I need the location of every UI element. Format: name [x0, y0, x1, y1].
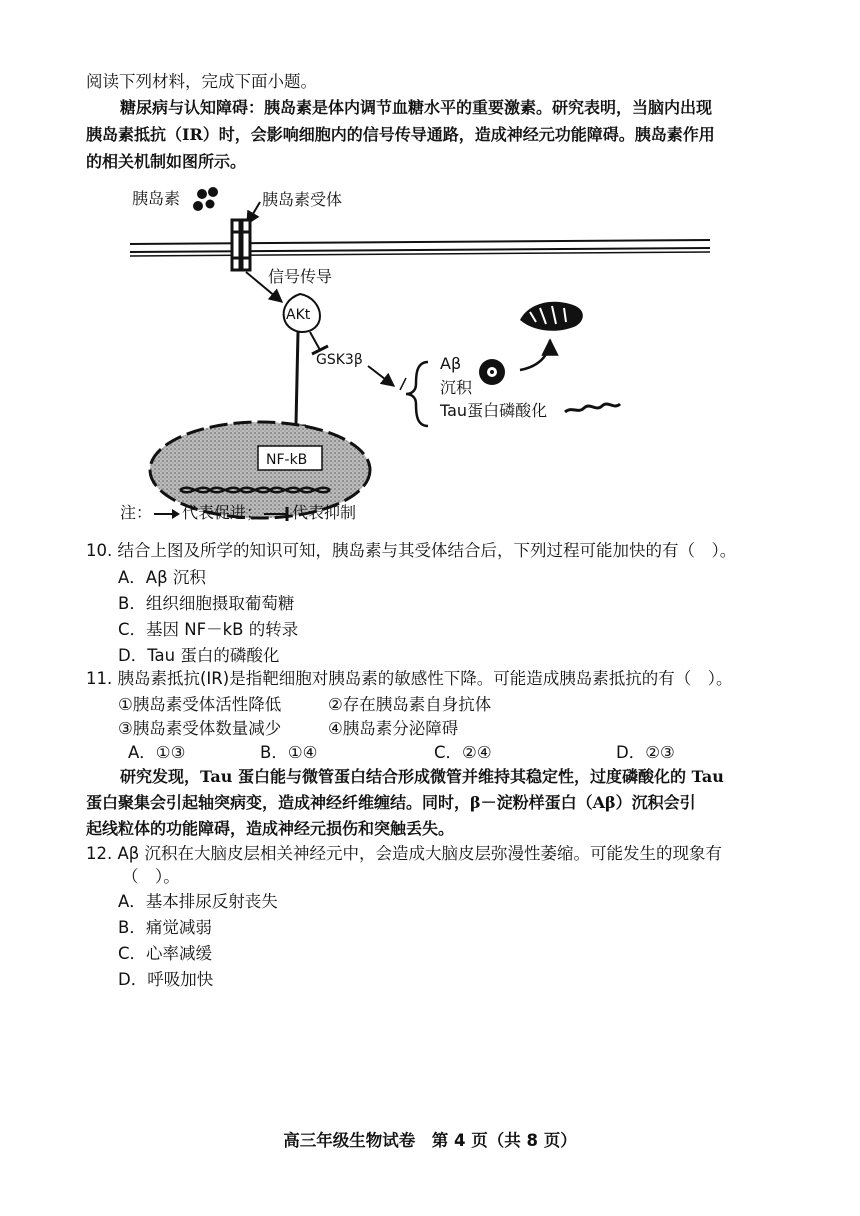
- q10-stem: 10. 结合上图及所学的知识可知，胰岛素与其受体结合后，下列过程可能加快的有（ ）。: [86, 541, 737, 560]
- q11-item-2: ②存在胰岛素自身抗体: [328, 695, 492, 714]
- q10-option-d: D．Tau 蛋白的磷酸化: [118, 646, 280, 665]
- note-prefix: 注：: [120, 503, 153, 522]
- q11-option-a: A．①③: [128, 743, 186, 762]
- note-inhibit: 代表抑制: [292, 503, 357, 522]
- q10-option-b: B．组织细胞摄取葡萄糖: [118, 594, 295, 613]
- signal-label: 信号传导: [268, 267, 333, 286]
- nfkb-label: NF-kB: [266, 452, 308, 468]
- q11-stem: 11. 胰岛素抵抗(IR)是指靶细胞对胰岛素的敏感性下降。可能造成胰岛素抵抗的有（ ）。: [86, 669, 733, 688]
- cell-membrane: [130, 240, 710, 256]
- legend-note: [120, 502, 356, 524]
- gsk-promote-arrow: [368, 366, 394, 386]
- abeta-label: Aβ: [440, 354, 462, 373]
- brace-icon: [406, 362, 428, 426]
- note-promote: 代表促进；: [182, 503, 263, 522]
- q12-option-c: C．心率减缓: [118, 944, 213, 963]
- gsk-label: GSK3β: [316, 352, 363, 368]
- q12-stem-line-1: 12. Aβ 沉积在大脑皮层相关神经元中，会造成大脑皮层弥漫性萎缩。可能发生的现象有: [86, 844, 723, 863]
- q12-option-b: B．痛觉减弱: [118, 918, 212, 937]
- curved-arrow: [520, 340, 550, 370]
- passage2-line-1: 研究发现，Tau 蛋白能与微管蛋白结合形成微管并维持其稳定性，过度磷酸化的 Tau: [120, 767, 724, 786]
- passage2-line-3: 起线粒体的功能障碍，造成神经元损伤和突触丢失。: [86, 819, 455, 838]
- q10-option-c: C．基因 NF－kB 的转录: [118, 620, 299, 639]
- passage2-line-2: 蛋白聚集会引起轴突病变，造成神经纤维缠结。同时，β－淀粉样蛋白（Aβ）沉积会引: [86, 793, 696, 812]
- insulin-mechanism-diagram: [110, 180, 730, 530]
- tick-mark: [400, 378, 406, 390]
- q11-option-d: D．②③: [616, 743, 675, 762]
- q12-option-d: D．呼吸加快: [118, 970, 214, 989]
- q12-stem-line-2: （ ）。: [122, 867, 180, 886]
- q11-item-1: ①胰岛素受体活性降低: [118, 695, 282, 714]
- promote-arrow-icon: [152, 507, 182, 521]
- akt-gsk-inhibit-line: [310, 332, 320, 350]
- abeta-plaque-icon: [479, 359, 505, 385]
- tau-tangle-icon: [565, 404, 620, 412]
- q11-option-b: B．①④: [260, 743, 318, 762]
- q11-item-4: ④胰岛素分泌障碍: [328, 719, 459, 738]
- tau-label: Tau蛋白磷酸化: [440, 401, 548, 420]
- q10-option-a: A．Aβ 沉积: [118, 568, 206, 587]
- instruction: 阅读下列材料，完成下面小题。: [86, 72, 317, 91]
- q12-option-a: A．基本排尿反射丧失: [118, 892, 278, 911]
- inhibit-symbol-icon: [262, 506, 292, 522]
- insulin-label: 胰岛素: [132, 189, 181, 208]
- page-footer: 高三年级生物试卷 第 4 页（共 8 页）: [283, 1131, 577, 1150]
- q11-item-3: ③胰岛素受体数量减少: [118, 719, 282, 738]
- intro-line-2: 胰岛素抵抗（IR）时，会影响细胞内的信号传导通路，造成神经元功能障碍。胰岛素作用: [86, 125, 715, 144]
- mitochondrion-icon: [520, 302, 583, 331]
- akt-label: AKt: [286, 307, 311, 323]
- insulin-receptor-icon: [232, 220, 250, 270]
- intro-line-3: 的相关机制如图所示。: [86, 152, 247, 171]
- intro-line-1: 糖尿病与认知障碍：胰岛素是体内调节血糖水平的重要激素。研究表明，当脑内出现: [120, 98, 713, 117]
- receptor-label: 胰岛素受体: [262, 190, 343, 209]
- q11-option-c: C．②④: [434, 743, 492, 762]
- insulin-molecule-icon: [193, 187, 218, 211]
- deposit-label: 沉积: [440, 378, 473, 397]
- akt-nucleus-inhibit-line: [296, 332, 298, 424]
